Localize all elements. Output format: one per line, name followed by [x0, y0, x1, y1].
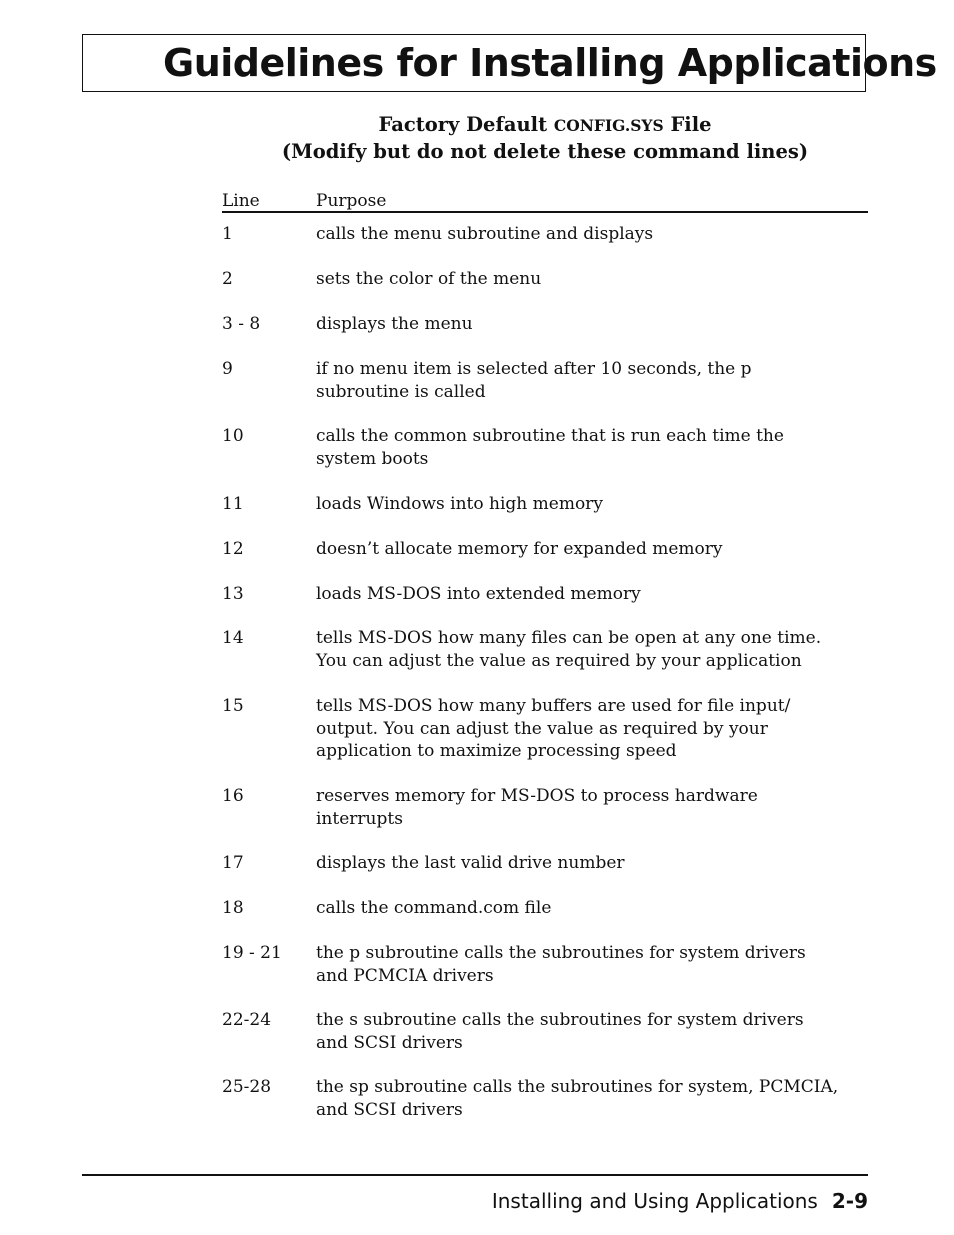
row-purpose: the sp subroutine calls the subroutines for system, PCMCIA, and SCSI drivers: [316, 1077, 839, 1120]
row-line-number: 10: [222, 426, 244, 446]
row-purpose: reserves memory for MS-DOS to process hardware interrupts: [316, 786, 758, 829]
footer-page-number: 2-9: [831, 1189, 868, 1213]
row-line-number: 11: [222, 494, 244, 514]
row-line-number: 15: [222, 696, 244, 716]
row-purpose: calls the command.com file: [316, 898, 552, 918]
row-purpose: tells MS-DOS how many buffers are used for file input/ output. You can adjust the value as required by your application to maximize processing speed: [316, 696, 791, 761]
row-purpose: if no menu item is selected after 10 seconds, the p subroutine is called: [316, 359, 752, 402]
row-purpose: calls the menu subroutine and displays: [316, 224, 654, 244]
heading-filename: CONFIG.SYS: [553, 116, 664, 135]
row-line-number: 16: [222, 786, 244, 806]
row-purpose: the p subroutine calls the subroutines for system drivers and PCMCIA drivers: [316, 943, 806, 986]
row-purpose: calls the common subroutine that is run each time the system boots: [316, 426, 784, 469]
row-purpose: sets the color of the menu: [316, 269, 542, 289]
row-purpose: loads MS-DOS into extended memory: [316, 584, 641, 604]
column-header-line: Line: [222, 191, 260, 211]
heading-prefix: Factory Default: [378, 113, 554, 136]
row-line-number: 12: [222, 539, 244, 559]
row-line-number: 3 - 8: [222, 314, 261, 334]
page-title: Guidelines for Installing Applications: [163, 41, 937, 85]
row-line-number: 13: [222, 584, 244, 604]
row-purpose: displays the menu: [316, 314, 473, 334]
table-heading-line-2: (Modify but do not delete these command lines): [281, 140, 809, 163]
row-purpose: the s subroutine calls the subroutines for system drivers and SCSI drivers: [316, 1010, 804, 1053]
row-line-number: 22-24: [222, 1010, 272, 1030]
page-footer: [492, 1187, 868, 1215]
row-line-number: 1: [222, 224, 233, 244]
heading-suffix: File: [663, 113, 712, 136]
row-purpose: tells MS-DOS how many files can be open at any one time. You can adjust the value as required by your application: [316, 628, 822, 671]
footer-section-title: Installing and Using Applications: [491, 1189, 818, 1213]
row-line-number: 18: [222, 898, 244, 918]
page-title-box: [82, 34, 937, 92]
row-purpose: loads Windows into high memory: [316, 494, 603, 514]
row-line-number: 25-28: [222, 1077, 272, 1097]
row-line-number: 17: [222, 853, 244, 873]
table-heading-line-1: [222, 111, 868, 139]
row-line-number: 14: [222, 628, 244, 648]
row-purpose: doesn’t allocate memory for expanded memory: [316, 539, 723, 559]
row-line-number: 9: [222, 359, 233, 379]
table-header: [222, 190, 868, 213]
footer-divider: [82, 1174, 868, 1176]
row-line-number: 19 - 21: [222, 943, 282, 963]
column-header-purpose: Purpose: [316, 191, 387, 211]
row-purpose: displays the last valid drive number: [316, 853, 625, 873]
row-line-number: 2: [222, 269, 233, 289]
